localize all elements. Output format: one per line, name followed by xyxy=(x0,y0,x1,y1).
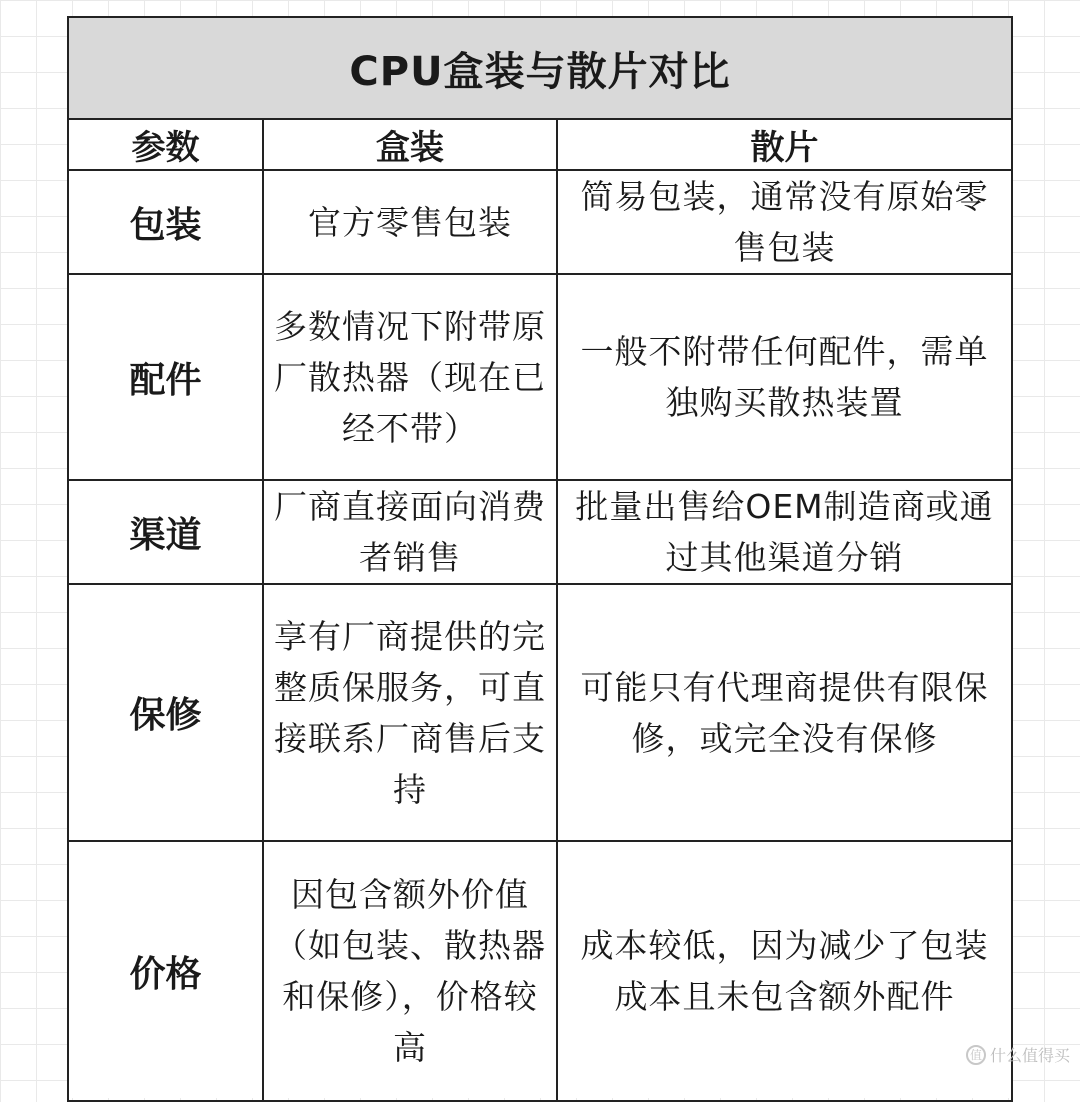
header-boxed: 盒装 xyxy=(263,119,557,170)
table-row xyxy=(68,274,1012,480)
boxed-cell: 因包含额外价值（如包装、散热器和保修），价格较高 xyxy=(263,841,557,1101)
bulk-cell: 批量出售给OEM制造商或通过其他渠道分销 xyxy=(557,480,1012,584)
bulk-cell: 可能只有代理商提供有限保修，或完全没有保修 xyxy=(557,584,1012,841)
header-param: 参数 xyxy=(68,119,263,170)
comparison-table xyxy=(67,16,1013,1102)
boxed-cell: 官方零售包装 xyxy=(263,170,557,274)
table-row xyxy=(68,480,1012,584)
header-bulk: 散片 xyxy=(557,119,1012,170)
watermark-text: 什么值得买 xyxy=(989,1046,1070,1065)
watermark xyxy=(966,1043,1070,1066)
bulk-cell: 简易包装，通常没有原始零售包装 xyxy=(557,170,1012,274)
table-row xyxy=(68,584,1012,841)
boxed-cell: 享有厂商提供的完整质保服务，可直接联系厂商售后支持 xyxy=(263,584,557,841)
comparison-sheet xyxy=(67,16,1013,1098)
param-cell: 配件 xyxy=(68,274,263,480)
boxed-cell: 厂商直接面向消费者销售 xyxy=(263,480,557,584)
header-row xyxy=(68,119,1012,170)
zhi-logo-icon: 值 xyxy=(966,1045,986,1065)
param-cell: 包装 xyxy=(68,170,263,274)
table-title: CPU盒装与散片对比 xyxy=(68,17,1012,119)
param-cell: 渠道 xyxy=(68,480,263,584)
table-row xyxy=(68,170,1012,274)
bulk-cell: 成本较低，因为减少了包装成本且未包含额外配件 xyxy=(557,841,1012,1101)
table-row xyxy=(68,841,1012,1101)
param-cell: 保修 xyxy=(68,584,263,841)
param-cell: 价格 xyxy=(68,841,263,1101)
bulk-cell: 一般不附带任何配件，需单独购买散热装置 xyxy=(557,274,1012,480)
boxed-cell: 多数情况下附带原厂散热器（现在已经不带） xyxy=(263,274,557,480)
